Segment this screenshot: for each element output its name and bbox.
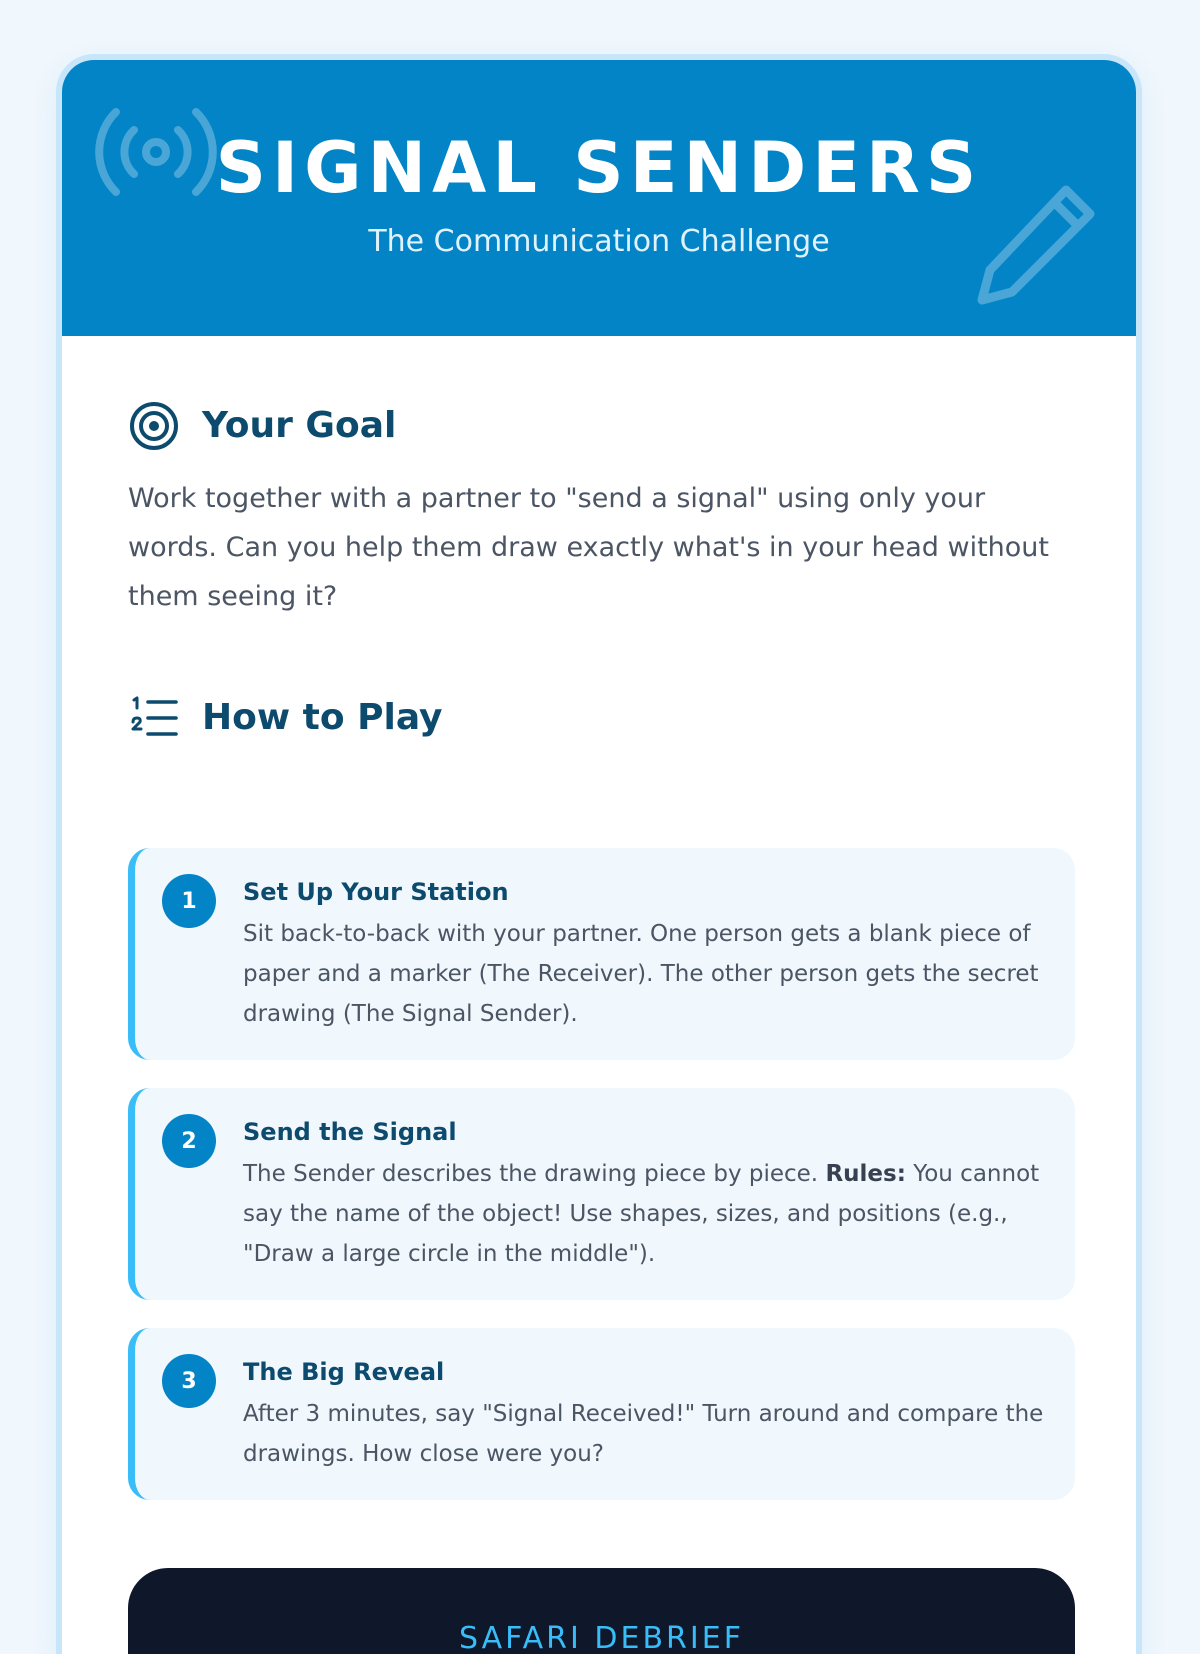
page-subtitle: The Communication Challenge — [368, 224, 830, 259]
debrief-title: SAFARI DEBRIEF — [459, 1621, 744, 1654]
page-title: SIGNAL SENDERS — [215, 127, 983, 209]
step-body: After 3 minutes, say "Signal Received!" Turn around and compare the drawings. How close were you? — [243, 1401, 1044, 1467]
how-to-play-heading-row — [128, 692, 443, 744]
step-number-badge: 2 — [162, 1114, 216, 1168]
step-card — [128, 848, 1075, 1060]
numbered-list-icon — [128, 692, 180, 744]
step-number-badge: 3 — [162, 1354, 216, 1408]
step-title: Set Up Your Station — [243, 878, 509, 906]
goal-heading: Your Goal — [202, 405, 397, 446]
step-card — [128, 1088, 1075, 1300]
step-card — [128, 1328, 1075, 1500]
step-body-text: You cannot say the name of the object! Use shapes, sizes, and positions (e.g., "Draw a large circle in the middle"). — [243, 1161, 1040, 1267]
goal-text: Work together with a partner to "send a signal" using only your words. Can you help them draw exactly what's in your head without them seeing it? — [128, 483, 1050, 612]
target-icon — [128, 400, 180, 452]
step-body: Sit back-to-back with your partner. One person gets a blank piece of paper and a marker (The Receiver). The other person gets the secret drawing (The Signal Sender). — [243, 921, 1039, 1027]
step-title: The Big Reveal — [243, 1358, 445, 1386]
challenge-card — [56, 54, 1142, 1654]
rules-label: Rules: — [825, 1161, 906, 1187]
debrief-panel — [128, 1568, 1075, 1654]
step-body — [243, 1154, 1053, 1274]
step-title: Send the Signal — [243, 1118, 457, 1146]
goal-heading-row — [128, 400, 396, 452]
hero-banner — [62, 60, 1136, 336]
step-number-badge: 1 — [162, 874, 216, 928]
how-to-play-heading: How to Play — [202, 697, 443, 738]
step-body-text: The Sender describes the drawing piece by piece. — [243, 1161, 826, 1187]
